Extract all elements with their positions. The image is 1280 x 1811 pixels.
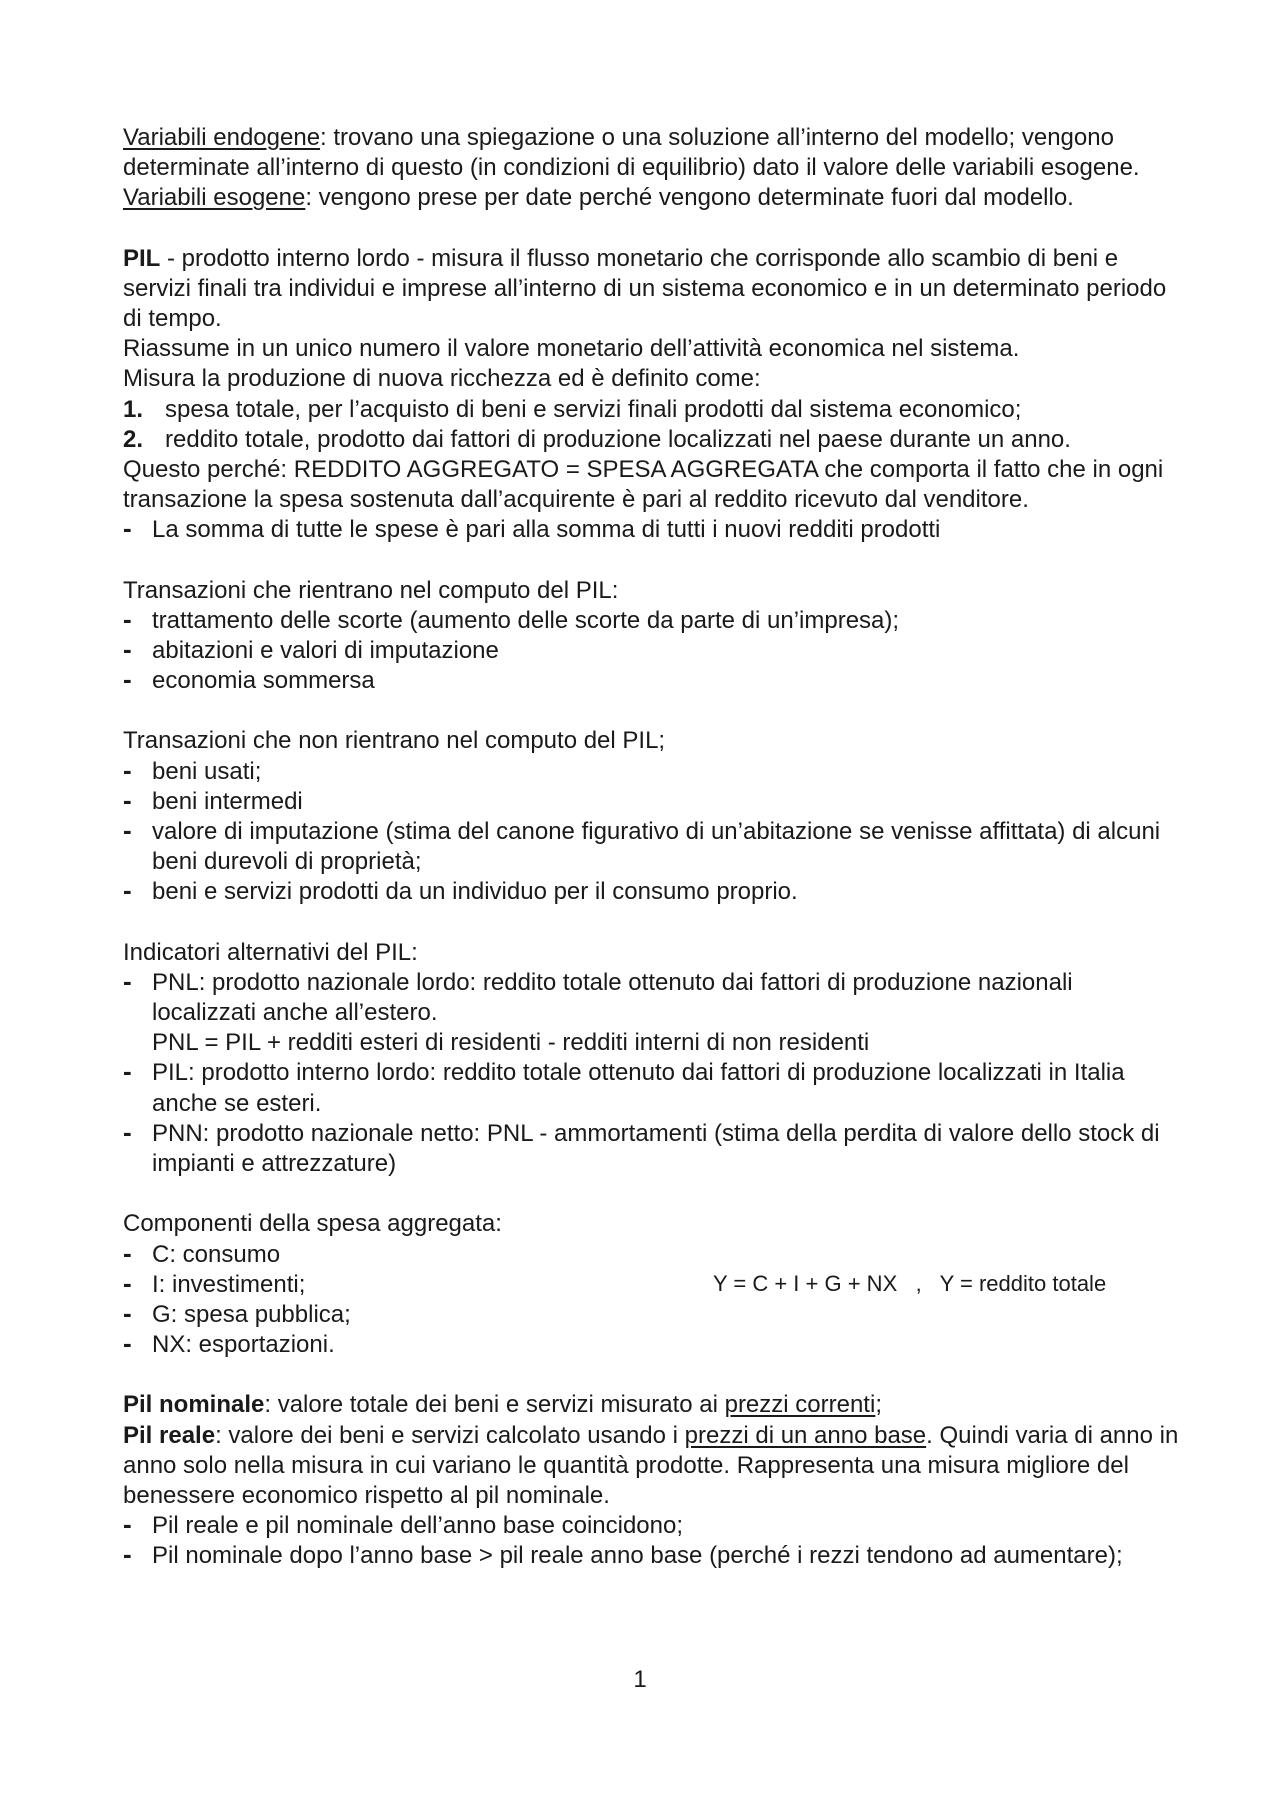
nominal-gdp-term: Pil nominale — [123, 1391, 265, 1419]
pil-measure: Misura la produzione di nuova ricchezza ed è definito come: — [123, 365, 761, 393]
aggregate-spending-formula: Y = C + I + G + NX , Y = reddito totale — [713, 1271, 1107, 1297]
real-gdp-paragraph: Pil reale: valore dei beni e servizi calcolato usando i prezzi di un anno base. Quindi varia di anno in anno solo nella misura in cui variano le quantità prodotte. Rappresenta una misura migliore del benessere economico rispetto al pil nominale. — [123, 1421, 1179, 1509]
alternatives-list — [123, 965, 1183, 1179]
pnl-formula: PNL = PIL + redditi esteri di residenti - redditi interni di non residenti — [152, 1029, 870, 1057]
list-item: 2. reddito totale, prodotto dai fattori di produzione localizzati nel paese durante un anno. — [123, 425, 1071, 453]
list-item: - I: investimenti; — [123, 1267, 306, 1298]
list-item: - G: spesa pubblica; — [123, 1297, 351, 1328]
list-item: - economia sommersa — [123, 664, 375, 695]
alternatives-heading: Indicatori alternativi del PIL: — [123, 938, 418, 966]
real-gdp-term: Pil reale — [123, 1421, 216, 1449]
exogenous-paragraph — [123, 183, 1183, 213]
exogenous-definition: : vengono prese per date perché vengono determinate fuori dal modello. — [305, 184, 1074, 212]
list-item: - C: consumo — [123, 1237, 281, 1268]
list-item: - beni intermedi — [123, 784, 303, 815]
included-heading: Transazioni che rientrano nel computo del PIL: — [123, 576, 619, 604]
list-item: - NX: esportazioni. — [123, 1328, 335, 1359]
components-heading: Componenti della spesa aggregata: — [123, 1210, 502, 1238]
endogenous-paragraph — [123, 123, 1183, 183]
list-item: - Pil nominale dopo l’anno base > pil reale anno base (perché i rezzi tendono ad aumentare); — [123, 1539, 1123, 1570]
pil-summary: Riassume in un unico numero il valore monetario dell’attività economica nel sistema. — [123, 335, 1020, 363]
pil-numbered-list — [123, 395, 1183, 455]
nominal-gdp-paragraph: Pil nominale: valore totale dei beni e servizi misurato ai prezzi correnti; — [123, 1391, 882, 1419]
excluded-list — [123, 754, 1183, 908]
list-item: - PNL: prodotto nazionale lordo: reddito totale ottenuto dai fattori di produzione nazionali localizzati anche all’estero. PNL = PIL + redditi esteri di residenti - redditi interni di non residenti — [123, 965, 1073, 1057]
endogenous-term: Variabili endogene — [123, 124, 321, 151]
list-item: - beni e servizi prodotti da un individuo per il consumo proprio. — [123, 875, 798, 906]
components-list — [123, 1237, 1183, 1361]
exogenous-term: Variabili esogene — [123, 184, 306, 212]
pil-definition: PIL - prodotto interno lordo - misura il flusso monetario che corrisponde allo scambio di beni e servizi finali tra individui e imprese all’interno di un sistema economico e in un determinato periodo di tempo. — [123, 244, 1167, 333]
pil-explanation: Questo perché: REDDITO AGGREGATO = SPESA AGGREGATA che comporta il fatto che in ogni transazione la spesa sostenuta dall’acquirente è pari al reddito ricevuto dal venditore. — [123, 456, 1164, 514]
included-list — [123, 603, 1183, 697]
pil-term: PIL — [123, 244, 161, 272]
page-number: 1 — [633, 1666, 647, 1693]
base-year-prices-underlined: prezzi di un anno base — [684, 1421, 927, 1449]
list-item: - PIL: prodotto interno lordo: reddito totale ottenuto dai fattori di produzione localizzati in Italia anche se esteri. — [123, 1056, 1125, 1117]
list-item: - beni usati; — [123, 754, 262, 785]
list-item: 1. spesa totale, per l’acquisto di beni e servizi finali prodotti dal sistema economico; — [123, 395, 1022, 423]
components-section — [123, 1209, 1183, 1360]
list-item: - abitazioni e valori di imputazione — [123, 634, 499, 665]
list-item: - PNN: prodotto nazionale netto: PNL - ammortamenti (stima della perdita di valore dello stock di impianti e attrezzature) — [123, 1116, 1160, 1178]
page-content — [123, 123, 1183, 1572]
list-item: - Pil reale e pil nominale dell’anno base coincidono; — [123, 1509, 684, 1540]
list-item: - trattamento delle scorte (aumento delle scorte da parte di un’impresa); — [123, 603, 900, 634]
excluded-heading: Transazioni che non rientrano nel computo del PIL; — [123, 727, 666, 755]
current-prices-underlined: prezzi correnti — [724, 1391, 876, 1419]
endogenous-definition: : trovano una spiegazione o una soluzione all’interno del modello; vengono determinate all’interno di questo (in condizioni di equilibrio) dato il valore delle variabili esogene. — [123, 124, 1140, 182]
real-gdp-list — [123, 1511, 1183, 1571]
pil-bullet-list — [123, 515, 1183, 545]
list-item: - valore di imputazione (stima del canone figurativo di un’abitazione se venisse affittata) di alcuni beni durevoli di proprietà; — [123, 815, 1161, 876]
list-item: - La somma di tutte le spese è pari alla somma di tutti i nuovi redditi prodotti — [123, 513, 941, 544]
